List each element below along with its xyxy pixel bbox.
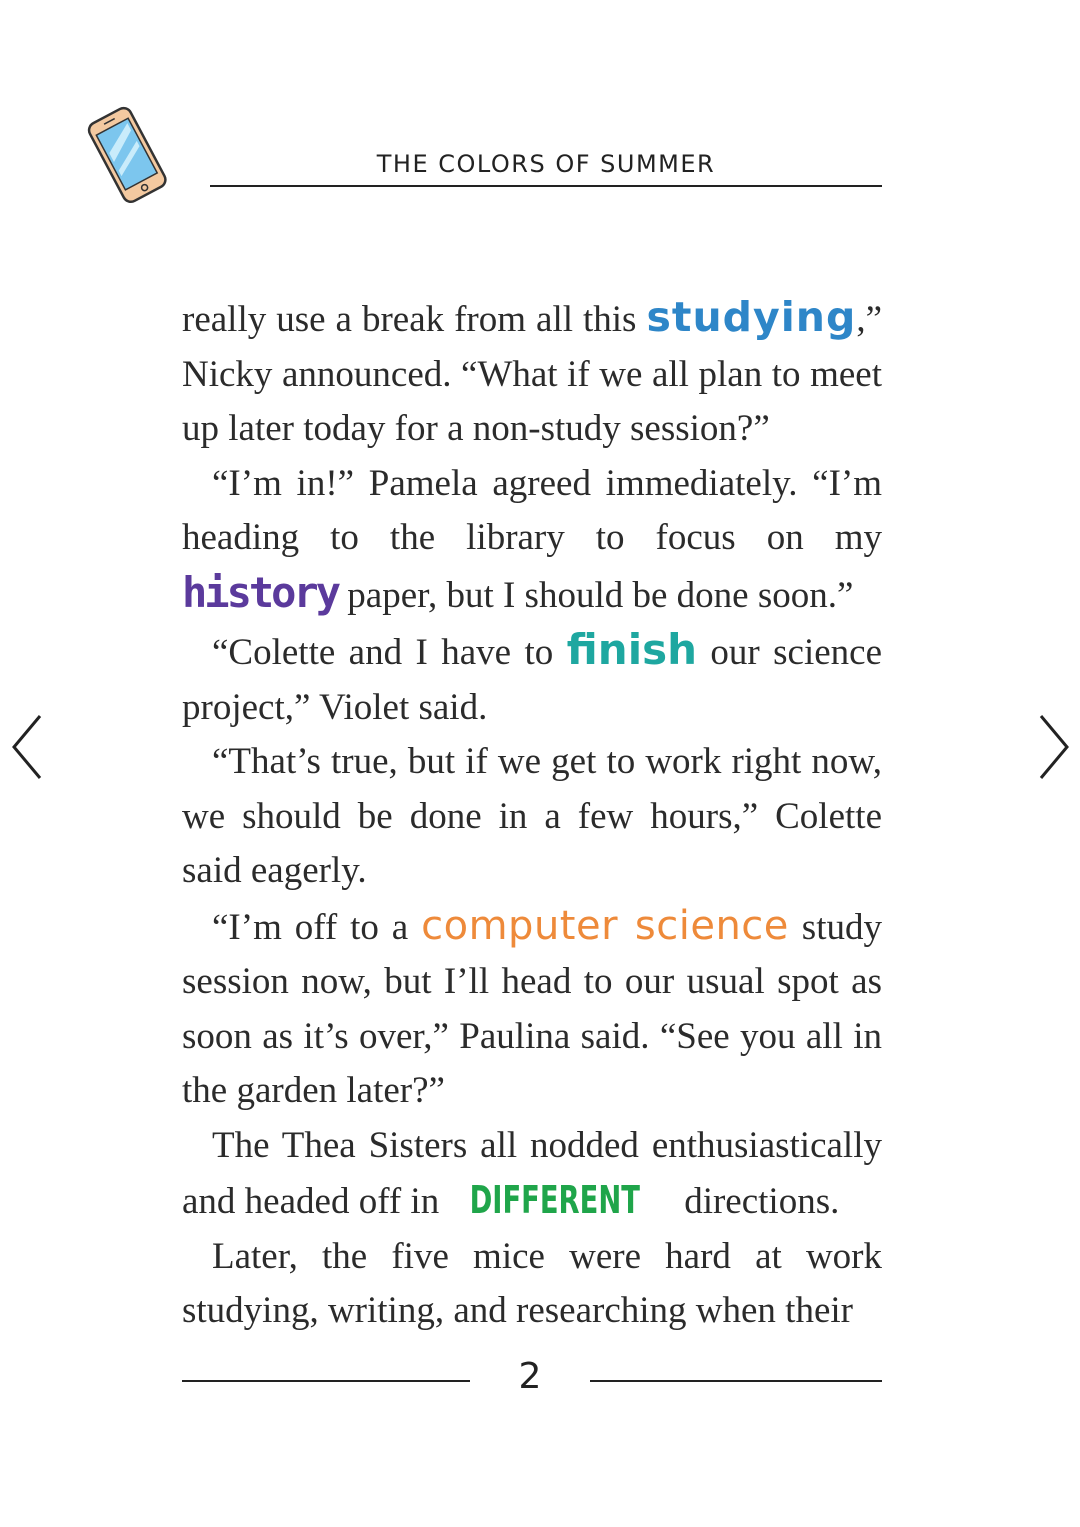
footer-divider-left [182,1380,470,1382]
paragraph [182,623,882,735]
page-number: 2 [518,1356,542,1397]
story-text [182,290,882,1339]
highlight-word-history: history [182,567,339,617]
paragraph [182,1230,882,1339]
highlight-word-different: DIFFERENT [470,1178,641,1222]
phone-icon [84,104,174,204]
footer-divider-right [590,1380,882,1382]
text-run: The Thea Sisters all nodded enthusiastically and headed off in [182,1124,882,1222]
text-run: “Colette and I have to [212,632,567,673]
text-run: study session now, but I’ll head to our usual spot as soon as it’s over,” Paulina said. “See you all in the garden later?” [182,906,882,1111]
text-run: Later, the five mice were hard at work studying, writing, and researching when their [182,1235,882,1331]
text-run: ,” Nicky announced. “What if we all plan to meet up later today for a non-study session?” [182,299,882,449]
paragraph [182,735,882,899]
highlight-word-studying: studying [646,293,857,341]
text-run: our science project,” Violet said. [182,632,882,728]
text-run: “I’m off to a [212,906,422,948]
text-run: “That’s true, but if we get to work right now, we should be done in a few hours,” Colette said eagerly. [182,741,882,891]
chevron-right-icon[interactable] [1033,712,1073,782]
paragraph [182,1119,882,1230]
text-run: directions. [674,1181,840,1222]
text-run: paper, but I should be done soon.” [338,574,854,616]
paragraph [182,290,882,457]
paragraph [182,457,882,624]
running-header-title: THE COLORS OF SUMMER [376,150,716,178]
paragraph [182,899,882,1119]
text-run: really use a break from all this [182,299,647,340]
highlight-word-computer-science: computer science [421,902,789,949]
chevron-left-icon[interactable] [8,712,48,782]
text-run: “I’m in!” Pamela agreed immediately. “I’m heading to the library to focus on my [182,462,882,558]
header-divider [210,185,882,187]
highlight-word-finish: finish [566,625,697,674]
